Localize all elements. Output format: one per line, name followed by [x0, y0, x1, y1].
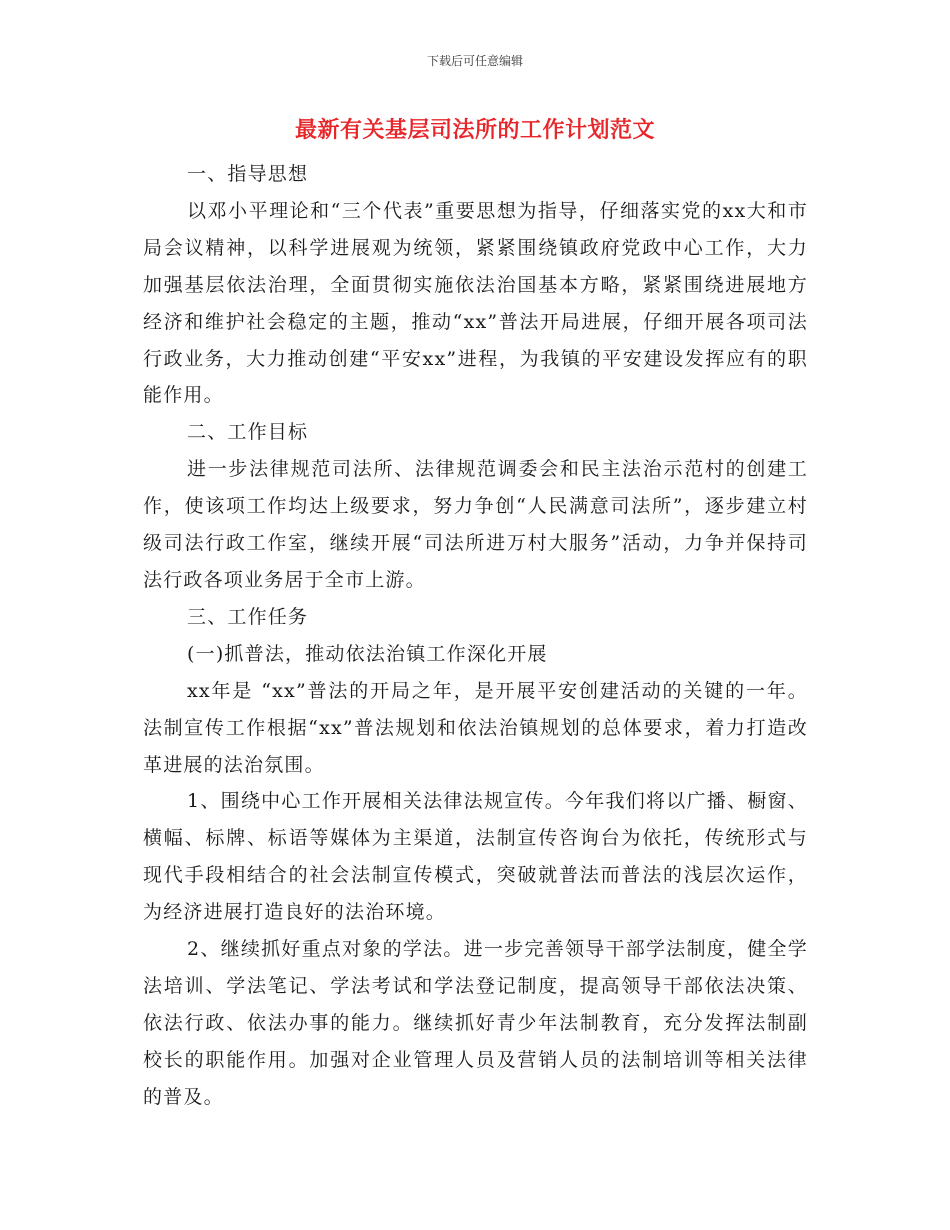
paragraph-guiding-ideology: 以邓小平理论和“三个代表”重要思想为指导，仔细落实党的xx大和市局会议精神，以科学进展观为统领，紧紧围绕镇政府党政中心工作，大力加强基层依法治理，全面贯彻实施依法治国基本方略，紧紧围绕进展地方经济和维护社会稳定的主题，推动“xx”普法开局进展，仔细开展各项司法行政业务，大力推动创建“平安xx”进程，为我镇的平安建设发挥应有的职能作用。 — [143, 199, 808, 407]
paragraph-task-item-1: 1、围绕中心工作开展相关法律法规宣传。今年我们将以广播、橱窗、横幅、标牌、标语等媒体为主渠道，法制宣传咨询台为依托，传统形式与现代手段相结合的社会法制宣传模式，突破就普法而普法的浅层次运作，为经济进展打造良好的法治环境。 — [143, 790, 808, 924]
paragraph-task-item-2: 2、继续抓好重点对象的学法。进一步完善领导干部学法制度，健全学法培训、学法笔记、学法考试和学法登记制度，提高领导干部依法决策、依法行政、依法办事的能力。继续抓好青少年法制教育，充分发挥法制副校长的职能作用。加强对企业管理人员及营销人员的法制培训等相关法律的普及。 — [143, 938, 808, 1108]
paragraph-legal-education-intro: xx年是 “xx”普法的开局之年，是开展平安创建活动的关键的一年。法制宣传工作根据“xx”普法规划和依法治镇规划的总体要求，着力打造改革进展的法治氛围。 — [143, 679, 808, 776]
section-heading-work-tasks: 三、工作任务 — [187, 605, 309, 628]
document-title: 最新有关基层司法所的工作计划范文 — [294, 118, 655, 143]
section-heading-work-goals: 二、工作目标 — [187, 421, 309, 444]
document-body — [143, 156, 808, 1116]
paragraph-work-goals: 进一步法律规范司法所、法律规范调委会和民主法治示范村的创建工作，使该项工作均达上级要求，努力争创“人民满意司法所”，逐步建立村级司法行政工作室，继续开展“司法所进万村大服务”活动，力争并保持司法行政各项业务居于全市上游。 — [143, 458, 808, 591]
page-header-note: 下载后可任意编辑 — [426, 54, 523, 68]
subsection-heading-legal-education: (一)抓普法，推动依法治镇工作深化开展 — [187, 642, 548, 665]
section-heading-guiding-ideology: 一、指导思想 — [187, 163, 309, 185]
